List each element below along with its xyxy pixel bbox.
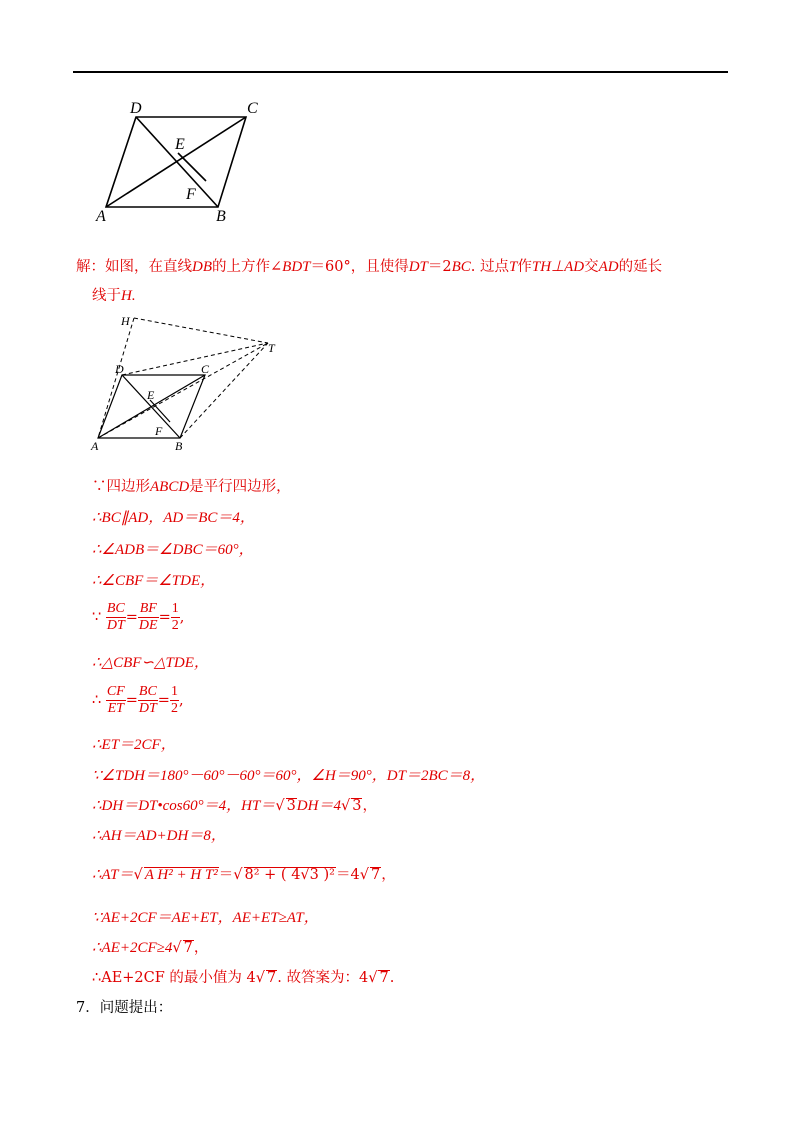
figure-construction [88, 310, 288, 455]
label-B: B [216, 208, 226, 225]
solution-line-14: ∴AE+2CF≥4√ 7， [92, 940, 209, 956]
next-question-heading: 7．问题提出： [76, 1000, 173, 1016]
solution-line-7: ∴ $\frac{CF}{ET}$ = $\frac{BC}{DT}$ = $\frac{1}{2}$ , [92, 684, 184, 716]
label2-D: D [115, 362, 124, 376]
solution-line-1: ∵四边形ABCD是平行四边形， [92, 479, 291, 495]
label-A: A [96, 208, 106, 225]
label-C: C [247, 100, 258, 117]
solution-line-11: ∴AH＝AD+DH＝8， [92, 828, 226, 844]
label2-H: H [121, 314, 130, 328]
label2-E: E [147, 388, 155, 402]
solution-line-10: ∴DH＝DT•cos60°＝4，HT＝√ 3DH＝4√ 3， [92, 798, 377, 814]
solution-line-9: ∵∠TDH＝180°－60°－60°＝60°，∠H＝90°，DT＝2BC＝8， [92, 768, 486, 784]
solution-intro-line2: 线于H. [92, 288, 136, 304]
label-D: D [130, 100, 142, 117]
solution-line-13: ∵AE+2CF＝AE+ET，AE+ET≥AT， [92, 910, 319, 926]
solution-line-4: ∴∠CBF＝∠TDE， [92, 573, 216, 589]
solution-line-15: ∴AE+2CF 的最小值为 4√ 7. 故答案为：4√ 7. [92, 970, 395, 986]
label2-B: B [175, 439, 183, 453]
label2-T: T [268, 341, 275, 355]
label2-C: C [201, 362, 210, 376]
solution-line-12: ∴AT＝√ A H² + H T²＝√ 8² + ( 4√3 )²＝4√ 7， [92, 867, 396, 883]
label-E: E [175, 136, 185, 153]
label-F: F [186, 186, 196, 203]
figure-parallelogram [90, 95, 270, 230]
solution-line-8: ∴ET＝2CF， [92, 737, 176, 753]
header-rule [73, 71, 728, 73]
solution-intro-line1: 解：如图，在直线DB的上方作∠BDT＝60°，且使得DT＝2BC. 过点T作TH⊥AD交AD的延长 [76, 259, 663, 275]
solution-line-2: ∴BC∥AD，AD＝BC＝4， [92, 510, 255, 526]
solution-line-5: ∵ $\frac{BC}{DT}$ = $\frac{BF}{DE}$ = $\frac{1}{2}$ , [92, 601, 185, 633]
label2-F: F [155, 424, 163, 438]
solution-line-3: ∴∠ADB＝∠DBC＝60°， [92, 542, 254, 558]
label2-A: A [91, 439, 99, 453]
solution-line-6: ∴△CBF∽△TDE， [92, 655, 209, 671]
